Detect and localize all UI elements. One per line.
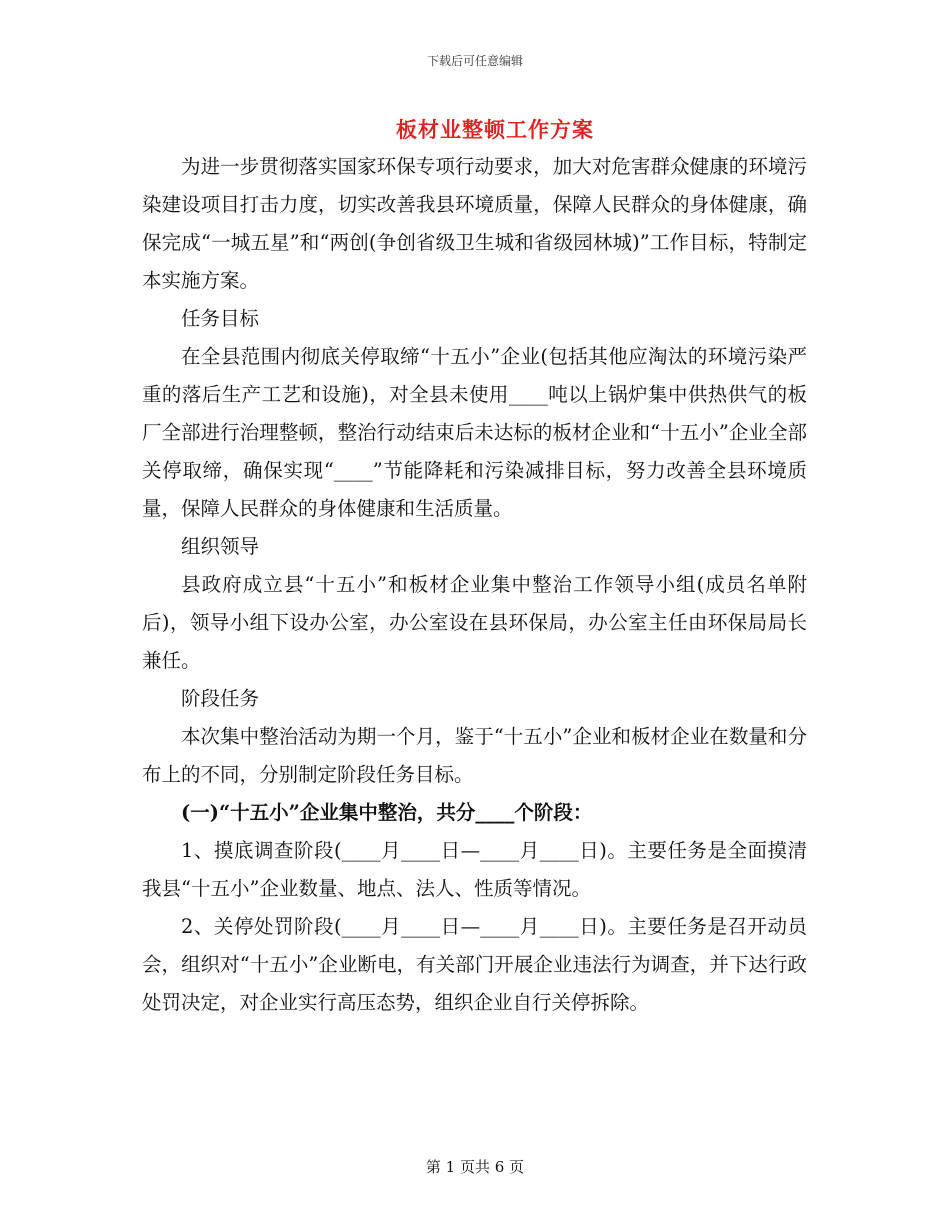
paragraph-goals: 在全县范围内彻底关停取缔“十五小”企业(包括其他应淘汰的环境污染严重的落后生产工艺和设施)，对全县未使用____吨以上锅炉集中供热供气的板厂全部进行治理整顿，整治行动结束后未达标的板材企业和“十五小”企业全部关停取缔，确保实现“____”节能降耗和污染减排目标，努力改善全县环境质量，保障人民群众的身体健康和生活质量。 [142,345,807,520]
subheading-stage-one: (一)“十五小”企业集中整治，共分____个阶段： [181,801,593,824]
document-body [142,148,807,1022]
page-header: 下载后可任意编辑 [426,54,523,68]
document-title: 板材业整顿工作方案 [396,117,594,142]
list-item-survey-stage: 1、摸底调查阶段(____月____日—____月____日)。主要任务是全面摸清我县“十五小”企业数量、地点、法人、性质等情况。 [142,839,807,900]
section-heading-stages: 阶段任务 [181,687,260,710]
page-footer: 第 1 页共 6 页 [425,1158,525,1176]
paragraph-intro: 为进一步贯彻落实国家环保专项行动要求，加大对危害群众健康的环境污染建设项目打击力度，切实改善我县环境质量，保障人民群众的身体健康，确保完成“一城五星”和“两创(争创省级卫生城和省级园林城)”工作目标，特制定本实施方案。 [142,155,807,292]
section-heading-goals: 任务目标 [181,307,260,330]
section-heading-leadership: 组织领导 [181,535,260,558]
paragraph-leadership: 县政府成立县“十五小”和板材企业集中整治工作领导小组(成员名单附后)，领导小组下设办公室，办公室设在县环保局，办公室主任由环保局局长兼任。 [142,573,807,672]
paragraph-stages: 本次集中整治活动为期一个月，鉴于“十五小”企业和板材企业在数量和分布上的不同，分别制定阶段任务目标。 [142,725,807,786]
list-item-shutdown-stage: 2、关停处罚阶段(____月____日—____月____日)。主要任务是召开动员会，组织对“十五小”企业断电，有关部门开展企业违法行为调查，并下达行政处罚决定，对企业实行高压态势，组织企业自行关停拆除。 [142,915,807,1014]
